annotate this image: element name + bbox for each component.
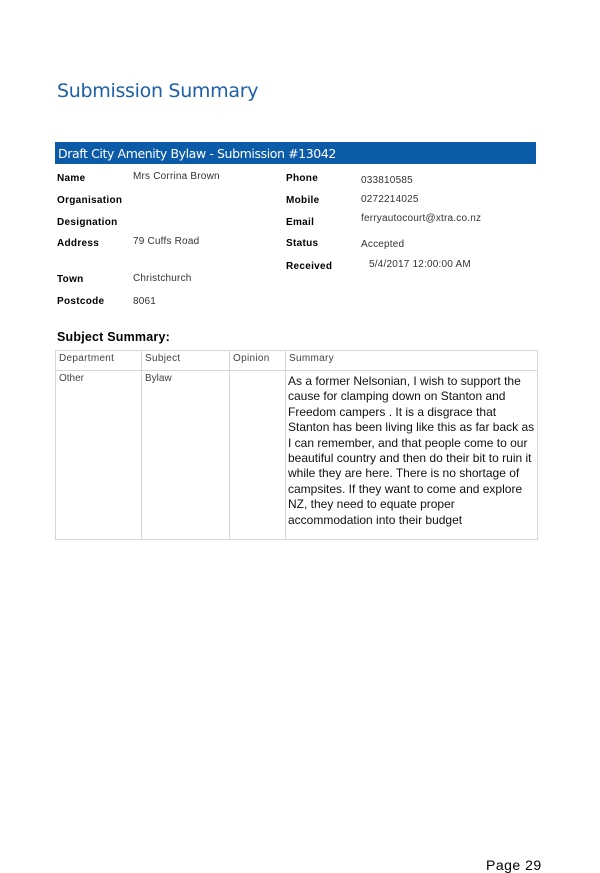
town-value: Christchurch bbox=[133, 273, 192, 284]
table-header-row bbox=[56, 351, 538, 371]
subject-summary-heading: Subject Summary: bbox=[57, 330, 170, 344]
page-title: Submission Summary bbox=[57, 80, 259, 102]
postcode-label: Postcode bbox=[57, 296, 105, 307]
table-row bbox=[56, 371, 538, 540]
subject-cell: Bylaw bbox=[142, 371, 230, 540]
page-number: Page 29 bbox=[486, 857, 542, 873]
received-label: Received bbox=[286, 261, 333, 272]
town-label: Town bbox=[57, 274, 84, 285]
received-value: 5/4/2017 12:00:00 AM bbox=[369, 259, 471, 270]
email-label: Email bbox=[286, 217, 315, 228]
subject-summary-table bbox=[55, 350, 538, 540]
column-header-opinion: Opinion bbox=[230, 351, 286, 371]
column-header-department: Department bbox=[56, 351, 142, 371]
address-label: Address bbox=[57, 238, 100, 249]
address-value: 79 Cuffs Road bbox=[133, 236, 200, 247]
submission-banner: Draft City Amenity Bylaw - Submission #13042 bbox=[55, 142, 536, 164]
column-header-summary: Summary bbox=[286, 351, 538, 371]
summary-cell: As a former Nelsonian, I wish to support the cause for clamping down on Stanton and Freedom campers . It is a disgrace that Stanton has been living like this as far back as I can remember, and that people come to our beautiful country and then do their bit to ruin it while they are here. There is no shortage of campsites. If they want to come and explore NZ, they need to equate proper accommodation into their budget bbox=[286, 371, 538, 540]
mobile-label: Mobile bbox=[286, 195, 320, 206]
designation-label: Designation bbox=[57, 217, 118, 228]
status-value: Accepted bbox=[361, 239, 405, 250]
phone-label: Phone bbox=[286, 173, 319, 184]
column-header-subject: Subject bbox=[142, 351, 230, 371]
name-value: Mrs Corrina Brown bbox=[133, 171, 220, 182]
phone-value: 033810585 bbox=[361, 175, 413, 186]
status-label: Status bbox=[286, 238, 319, 249]
postcode-value: 8061 bbox=[133, 296, 157, 307]
organisation-label: Organisation bbox=[57, 195, 123, 206]
department-cell: Other bbox=[56, 371, 142, 540]
opinion-cell bbox=[230, 371, 286, 540]
email-value: ferryautocourt@xtra.co.nz bbox=[361, 213, 482, 224]
name-label: Name bbox=[57, 173, 86, 184]
mobile-value: 0272214025 bbox=[361, 194, 419, 205]
